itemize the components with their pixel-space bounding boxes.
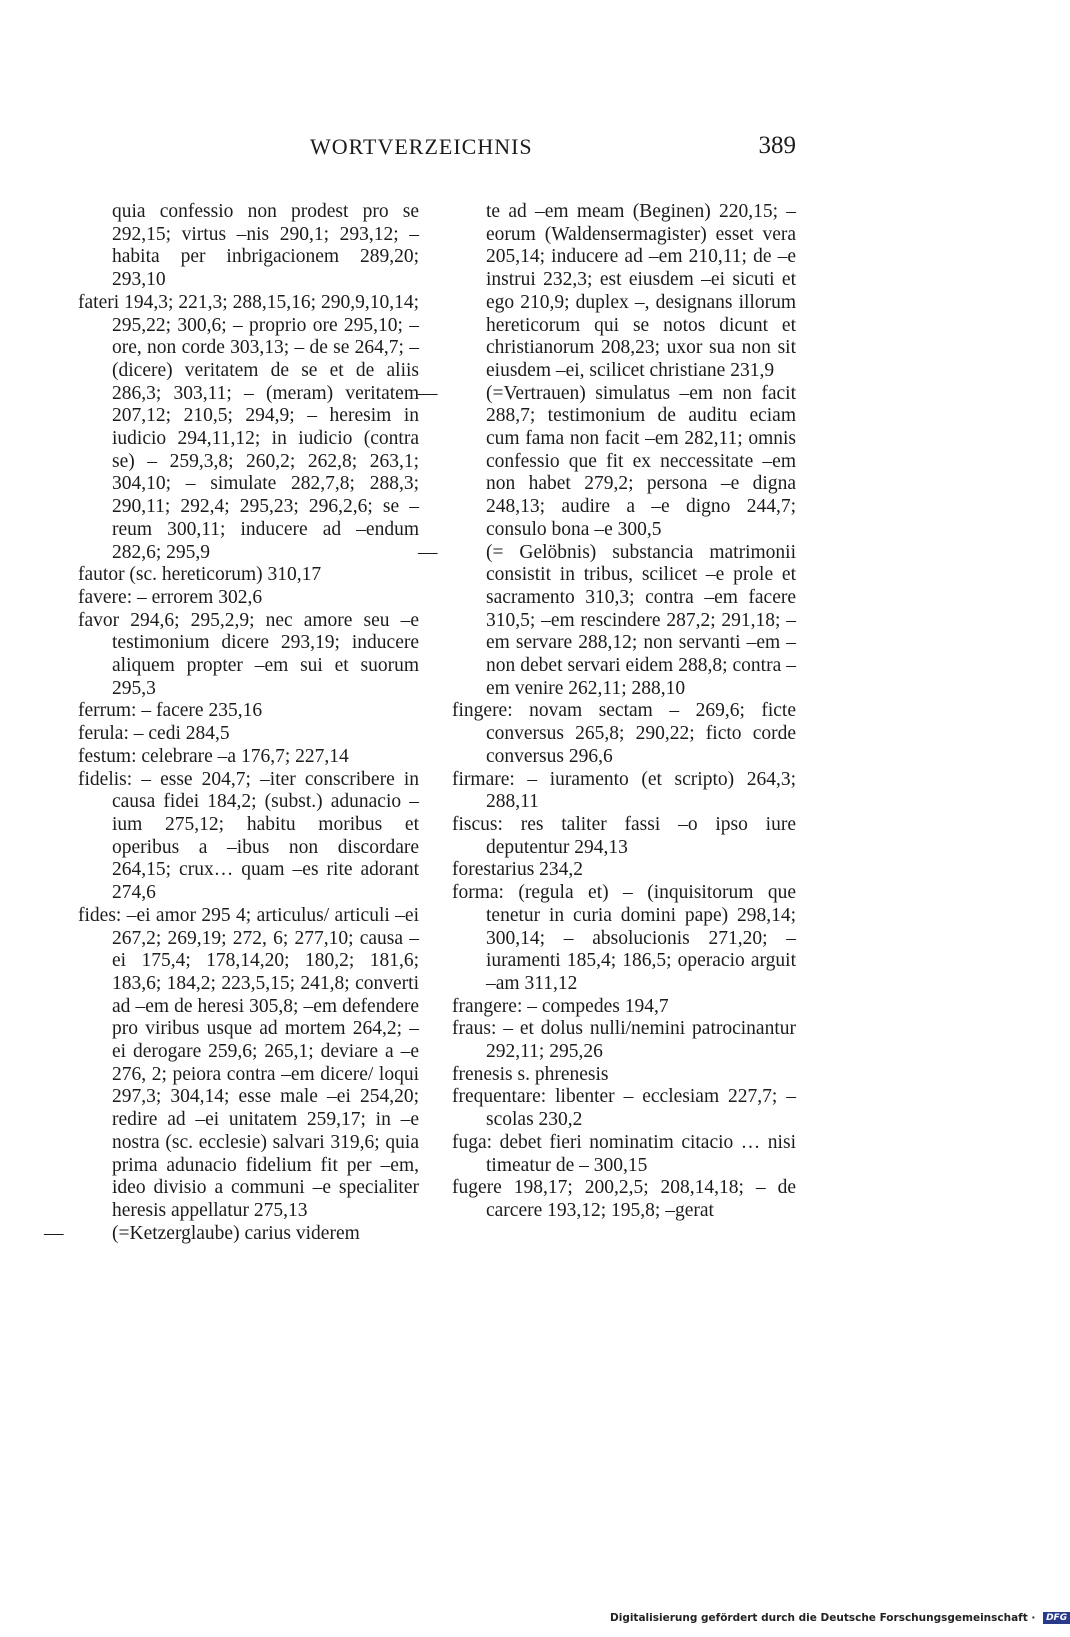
- index-entry: [452, 1064, 796, 1087]
- index-entry: [452, 814, 796, 859]
- entry-text: ferula: – cedi 284,5: [78, 723, 230, 745]
- index-entry: [418, 382, 796, 542]
- running-title: WORTVERZEICHNIS: [310, 134, 533, 159]
- index-entry: [78, 746, 419, 769]
- index-entry: [452, 1086, 796, 1131]
- page-number: 389: [758, 132, 796, 159]
- entry-text: fiscus: res taliter fassi –o ipso iure deputentur 294,13: [452, 813, 796, 858]
- index-entry: [452, 769, 796, 814]
- entry-text: (=Ketzerglaube) carius viderem: [112, 1222, 360, 1244]
- entry-text: fidelis: – esse 204,7; –iter conscribere in causa fidei 184,2; (subst.) adunacio –ium 275,12; habitu moribus et operibus a –ibus non discordare 264,15; crux… quam –es rite adorant 274,6: [78, 768, 419, 904]
- index-entry: [452, 996, 796, 1019]
- index-entry: [78, 292, 419, 564]
- index-entry: [452, 1132, 796, 1177]
- entry-text: fingere: novam sectam – 269,6; ficte conversus 265,8; 290,22; ficto corde conversus 296,6: [452, 700, 796, 767]
- entry-text: fautor (sc. hereticorum) 310,17: [78, 564, 322, 586]
- entry-text: fugere 198,17; 200,2,5; 208,14,18; – de carcere 193,12; 195,8; –gerat: [452, 1177, 796, 1221]
- index-entry: [452, 700, 796, 768]
- index-entry: [452, 1177, 796, 1222]
- footer-text: Digitalisierung gefördert durch die Deutsche Forschungsgemeinschaft ·: [610, 1612, 1036, 1624]
- index-entry: [78, 723, 419, 746]
- index-entry: [418, 541, 796, 701]
- entry-dash: —: [44, 1222, 64, 1244]
- entry-text: (= Gelöbnis) substancia matrimonii consistit in tribus, scilicet –e prole et sacramento 310,3; contra –em facere 310,5; –em rescindere 287,2; 291,18; –em servare 288,12; non servanti –em – non debet servari eidem 288,8; contra –em venire 262,11; 288,10: [486, 541, 796, 699]
- entry-text: favere: – errorem 302,6: [78, 586, 263, 608]
- entry-text: favor 294,6; 295,2,9; nec amore seu –e testimonium dicere 293,19; inducere aliquem propter –em sui et suorum 295,3: [78, 609, 419, 699]
- index-entry: [452, 882, 796, 996]
- entry-text: frequentare: libenter – ecclesiam 227,7; – scolas 230,2: [452, 1086, 796, 1131]
- entry-text: forestarius 234,2: [452, 859, 584, 881]
- digitization-footer: [610, 1612, 1070, 1624]
- index-column-right: [418, 201, 796, 1223]
- running-head: [0, 134, 1000, 168]
- entry-text: forma: (regula et) – (inquisitorum que tenetur in curia domini pape) 298,14; 300,14; – absolucionis 271,20; – iuramenti 185,4; 186,5; operacio arguit –am 311,12: [452, 882, 796, 994]
- index-column-left: [44, 201, 419, 1245]
- index-entry: [452, 859, 796, 882]
- entry-text: festum: celebrare –a 176,7; 227,14: [78, 745, 349, 767]
- entry-dash: —: [418, 382, 438, 404]
- entry-text: frangere: – compedes 194,7: [452, 995, 669, 1017]
- dfg-logo: DFG: [1043, 1612, 1070, 1624]
- index-entry: [78, 769, 419, 905]
- entry-text: te ad –em meam (Beginen) 220,15; – eorum (Waldensermagister) esset vera 205,14; inducere ad –em 210,11; de –e instrui 232,3; est eiusdem –ei sicuti et ego 210,9; duplex –, designans illorum hereticorum qui se notos dicunt et christianorum 208,23; uxor sua non sit eiusdem –ei, scilicet christiane 231,9: [486, 201, 796, 381]
- index-entry: [78, 700, 419, 723]
- index-entry: [78, 905, 419, 1223]
- entry-text: quia confessio non prodest pro se 292,15; virtus –nis 290,1; 293,12; – habita per inbrigacionem 289,20; 293,10: [112, 201, 419, 291]
- index-entry: [44, 1222, 419, 1246]
- entry-text: fateri 194,3; 221,3; 288,15,16; 290,9,10,14; 295,22; 300,6; – proprio ore 295,10; – ore, non corde 303,13; – de se 264,7; – (dicere) veritatem de se et de aliis 286,3; 303,11; – (meram) veritatem 207,12; 210,5; 294,9; – heresim in iudicio 294,11,12; in iudicio (contra se) – 259,3,8; 260,2; 262,8; 263,1; 304,10; – simulate 282,7,8; 288,3; 290,11; 292,4; 295,23; 296,2,6; se – reum 300,11; inducere ad –endum 282,6; 295,9: [78, 291, 419, 563]
- entry-text: (=Vertrauen) simulatus –em non facit 288,7; testimonium de auditu eciam cum fama non facit –em 282,11; omnis confessio que fit ex neccessitate –em non habet 279,2; persona –e digna 248,13; audire a –e digno 244,7; consulo bona –e 300,5: [486, 382, 796, 540]
- index-entry: [452, 1018, 796, 1063]
- index-entry: [78, 201, 419, 292]
- entry-text: fraus: – et dolus nulli/nemini patrocinantur 292,11; 295,26: [452, 1018, 796, 1063]
- entry-text: fides: –ei amor 295 4; articulus/ articuli –ei 267,2; 269,19; 272, 6; 277,10; causa –ei 175,4; 178,14,20; 180,2; 181,6; 183,6; 184,2; 223,5,15; 241,8; converti ad –em de heresi 305,8; –em defendere pro viribus usque ad mortem 264,2; –ei derogare 259,6; 265,1; deviare a –e 276, 2; peiora contra –em dicere/ loqui 297,3; 304,14; esse male –ei 254,20; redire ad –ei unitatem 259,17; in –e nostra (sc. ecclesie) salvari 319,6; quia prima adunacio fidelium fit per –em, ideo divisio a communi –e specialiter heresis appellatur 275,13: [78, 904, 419, 1221]
- index-entry: [78, 587, 419, 610]
- entry-dash: —: [418, 541, 438, 563]
- index-entry: [78, 610, 419, 701]
- entry-text: firmare: – iuramento (et scripto) 264,3; 288,11: [452, 768, 796, 813]
- entry-text: frenesis s. phrenesis: [452, 1063, 609, 1085]
- entry-text: ferrum: – facere 235,16: [78, 700, 263, 722]
- index-entry: [452, 201, 796, 383]
- entry-text: fuga: debet fieri nominatim citacio … nisi timeatur de – 300,15: [452, 1131, 796, 1176]
- index-entry: [78, 564, 419, 587]
